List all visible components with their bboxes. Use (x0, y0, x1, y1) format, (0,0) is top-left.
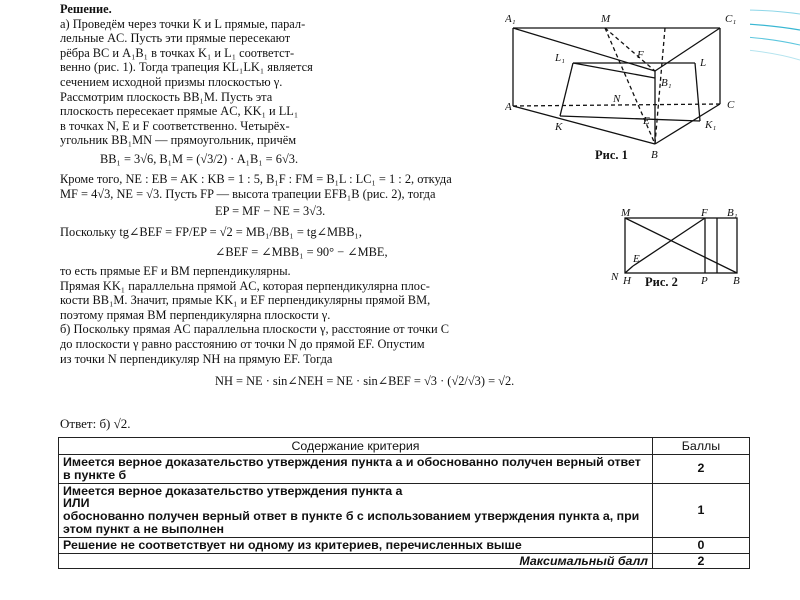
solution-line: в точках N, E и F соответственно. Четырёх- (60, 118, 290, 133)
fig2-label: F (701, 208, 708, 219)
fig1-caption: Рис. 1 (595, 148, 628, 162)
solution-text (60, 2, 535, 167)
fig2-label: B₁ (727, 208, 738, 219)
solution-line: б) Поскольку прямая AC параллельна плоскости γ, расстояние от точки C (60, 322, 450, 337)
criteria-table (58, 437, 750, 569)
fig1-label: F (637, 49, 644, 61)
solution-line: а) Проведём через точки K и L прямые, парал- (60, 16, 306, 31)
criterion-points: 1 (653, 483, 750, 537)
criterion-points: 2 (653, 455, 750, 484)
answer-line: Ответ: б) √2. (60, 416, 131, 431)
solution-line: Прямая KK₁ параллельна прямой AC, которая перпендикулярна плос- (60, 278, 430, 293)
solution-line: поэтому прямая BM перпендикулярна плоскости γ. (60, 307, 331, 322)
fig1-label: M (601, 13, 611, 25)
solution-line: до плоскости γ равно расстоянию от точки N до прямой EF. Опустим (60, 336, 425, 351)
table-row (59, 537, 750, 553)
max-score-label: Максимальный балл (59, 553, 653, 569)
solution-line: Кроме того, NE : EB = AK : KB = 1 : 5, B₁F : FM = B₁L : LC₁ = 1 : 2, откуда (60, 172, 452, 186)
figure-1-prism (505, 6, 750, 166)
equation-bb1: BB₁ = 3√6, B₁M = (√3/2) · A₁B₁ = 6√3. (100, 151, 299, 166)
table-max-row (59, 553, 750, 569)
solution-line: угольник BB₁MN — прямоугольник, причём (60, 133, 297, 148)
criterion-text: Имеется верное доказательство утверждения пункта а ИЛИ обоснованно получен верный ответ в пункте б с использованием утверждения пункта а, при этом пункт а не выполнен (59, 483, 653, 537)
max-score-points: 2 (653, 553, 750, 569)
fig1-label: A₁ (505, 13, 516, 25)
solution-line: рёбра BC и A₁B₁ в точках K₁ и L₁ соответст- (60, 45, 295, 60)
fig1-label: E (643, 115, 650, 127)
fig1-label: B₁ (661, 77, 672, 89)
solution-line: Рассмотрим плоскость BB₁M. Пусть эта (60, 89, 273, 104)
solution-line: сечением исходной призмы плоскостью γ. (60, 74, 283, 89)
fig1-label: C (727, 99, 735, 111)
equation-angle: ∠BEF = ∠MBB₁ = 90° − ∠MBE, (215, 245, 388, 260)
header-points: Баллы (653, 438, 750, 455)
fig2-label: N (611, 271, 619, 283)
equation-nh: NH = NE · sin∠NEH = NE · sin∠BEF = √3 · (√2/√3) = √2. (215, 374, 515, 389)
fig1-label: K (555, 121, 563, 133)
fig2-label: P (701, 275, 708, 287)
fig1-label: B (651, 149, 658, 161)
equation-ep: EP = MF − NE = 3√3. (215, 204, 326, 219)
criterion-points: 0 (653, 537, 750, 553)
fig1-label: C₁ (725, 13, 737, 25)
fig1-label: A (505, 101, 512, 113)
solution-heading: Решение. (60, 2, 112, 16)
solution-line: из точки N перпендикуляр NH на прямую EF. Тогда (60, 351, 333, 366)
fig2-label: H (623, 275, 631, 287)
fig2-label: M (621, 208, 631, 219)
fig2-label: E (633, 253, 640, 265)
solution-line: кости BB₁M. Значит, прямые KK₁ и EF перпендикулярны прямой BM, (60, 293, 431, 308)
solution-line: MF = 4√3, NE = √3. Пусть FP — высота трапеции EFB₁B (рис. 2), тогда (60, 186, 436, 201)
fig2-caption: Рис. 2 (645, 275, 678, 289)
fig1-label: L₁ (555, 52, 565, 64)
fig1-label: N (613, 93, 621, 105)
solution-line-tg: Поскольку tg∠BEF = FP/EP = √2 = MB₁/BB₁ = tg∠MBB₁, (60, 224, 362, 239)
solution-line: то есть прямые EF и BM перпендикулярны. (60, 263, 291, 278)
solution-line: плоскость пересекает прямые AC, KK₁ и LL₁ (60, 104, 299, 119)
criterion-text: Решение не соответствует ни одному из критериев, перечисленных выше (59, 537, 653, 553)
fig1-label: L (700, 57, 707, 69)
header-criteria: Содержание критерия (59, 438, 653, 455)
table-header-row (59, 438, 750, 455)
fig2-label: B (733, 275, 740, 287)
table-row (59, 455, 750, 484)
fig1-label: K₁ (705, 119, 717, 131)
table-row (59, 483, 750, 537)
criterion-text: Имеется верное доказательство утверждения пункта а и обоснованно получен верный ответ в пункте б (59, 455, 653, 484)
solution-line: венно (рис. 1). Тогда трапеция KL₁LK₁ является (60, 60, 313, 75)
solution-line: лельные AC. Пусть эти прямые пересекают (60, 31, 291, 46)
document-sheet (50, 0, 750, 600)
